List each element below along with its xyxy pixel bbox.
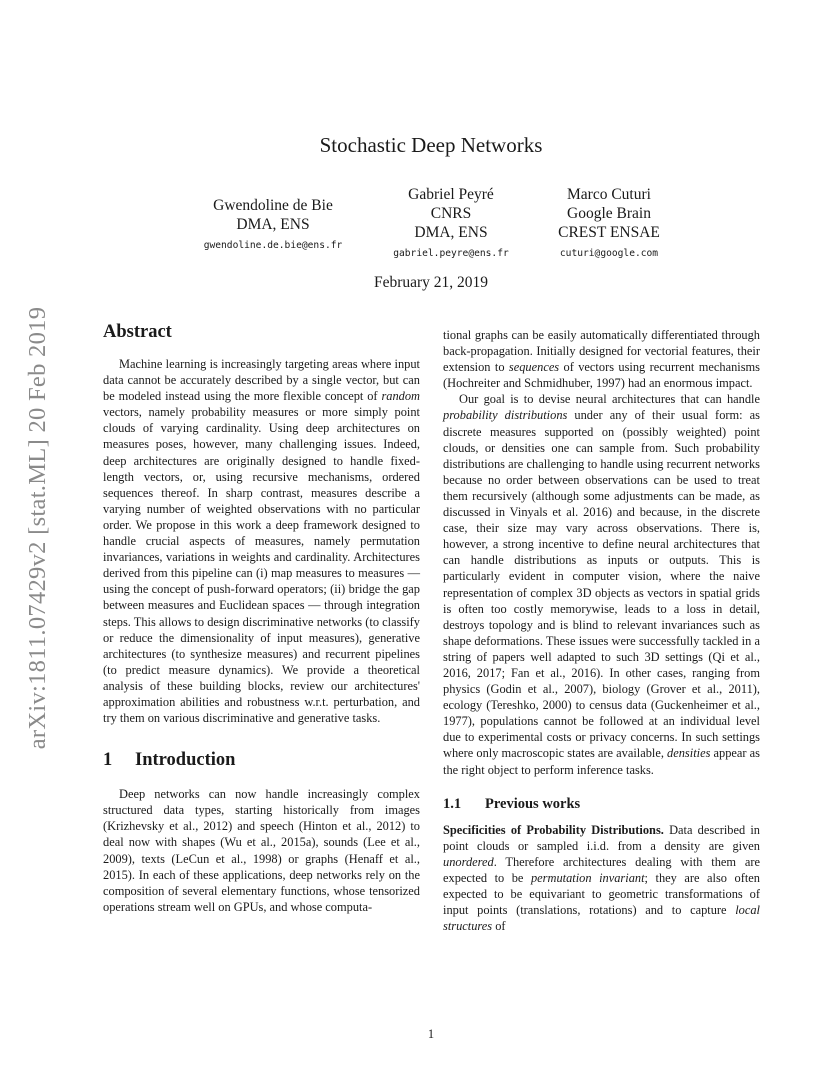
page-number: 1 bbox=[427, 1027, 435, 1041]
author-affiliation: CNRS bbox=[430, 205, 472, 222]
right-column bbox=[443, 327, 760, 934]
intro-paragraph-continued: tional graphs can be easily automatically differentiated through back-propagation. Initially designed for vectorial features, their extension to sequences of vectors using recurrent mechanisms (Hochreiter and Schmidhuber, 1997) had an enormous impact. bbox=[443, 328, 760, 391]
subsection-heading-previous-works: 1.1 Previous works bbox=[443, 795, 581, 812]
author-name: Marco Cuturi bbox=[567, 186, 651, 203]
left-column bbox=[103, 320, 420, 915]
author-affiliation: DMA, ENS bbox=[236, 216, 310, 233]
previous-works-paragraph: Specificities of Probability Distributions. Data described in point clouds or sampled i.i.d. from a density are given unordered. Therefore architectures dealing with them are expected to be permutation invariant; they are also often expected to be equivariant to geometric transformations of input points (translations, rotations) and to capture local structures of bbox=[443, 822, 760, 934]
paper-title: Stochastic Deep Networks bbox=[319, 133, 543, 157]
author-affiliation: Google Brain bbox=[567, 205, 651, 222]
abstract-heading: Abstract bbox=[103, 322, 172, 342]
author-email: cuturi@google.com bbox=[559, 248, 659, 259]
abstract-text: Machine learning is increasingly targeting areas where input data cannot be accurately described by a single vector, but can be modeled instead using the more flexible concept of random vectors, namely probability measures or more simply point clouds of varying cardinality. Using deep architectures on measures poses, however, many challenging issues. Indeed, deep architectures are originally designed to handle fixed-length vectors, or, using recursive mechanisms, ordered sequences thereof. In sharp contrast, measures describe a varying number of weighted observations with no particular order. We propose in this work a deep framework designed to handle crucial aspects of measures, namely permutation invariances, variations in weights and cardinality. Architectures derived from this pipeline can (i) map measures to measures — using the concept of push-forward operators; (ii) bridge the gap between measures and Euclidean spaces — through integration steps. This allows to design discriminative networks (to classify or reduce the dimensionality of input measures), generative architectures (to synthesize measures) and recurrent pipelines (to predict measure dynamics). We provide a theoretical analysis of these building blocks, review our architectures' approximation abilities and robustness w.r.t. perturbation, and try them on various discriminative and generative tasks. bbox=[103, 357, 420, 726]
author-email: gwendoline.de.bie@ens.fr bbox=[203, 240, 343, 251]
author-name: Gabriel Peyré bbox=[408, 186, 494, 203]
section-heading-introduction: 1 Introduction bbox=[103, 750, 236, 771]
author-name: Gwendoline de Bie bbox=[213, 197, 333, 214]
author-block bbox=[540, 185, 678, 261]
intro-paragraph: Our goal is to devise neural architectures that can handle probability distributions under any of their usual form: as discrete measures supported on (possibly weighted) point clouds, or densities one can sample from. Such probability distributions are challenging to handle using recurrent networks because no order between observations can be used to treat them recursively (although some adjustments can be made, as discussed in Vinyals et al. 2016) and because, in the discrete case, their size may vary across observations. There is, however, a strong incentive to define neural architectures that can handle distributions as inputs or outputs. This is particularly evident in computer vision, where the naive representation of complex 3D objects as vectors in spatial grids is often too costly memorywise, leads to a loss in detail, destroys topology and is blind to relevant invariances such as shape deformations. These issues were successfully tackled in a string of papers well adapted to such 3D settings (Qi et al., 2016, 2017; Fan et al., 2016). In other cases, ranging from physics (Godin et al., 2007), biology (Grover et al., 2011), ecology (Tereshko, 2000) to census data (Guckenheimer et al., 1977), populations cannot be followed at an individual level due to experimental costs or privacy concerns. In such settings where only macroscopic states are available, densities appear as the right object to perform inference tasks. bbox=[443, 392, 760, 777]
intro-paragraph: Deep networks can now handle increasingly complex structured data types, starting historically from images (Krizhevsky et al., 2012) and speech (Hinton et al., 2012) to deal now with shapes (Wu et al., 2015a), sounds (Lee et al., 2009), texts (LeCun et al., 1998) or graphs (Henaff et al., 2015). In each of these applications, deep networks rely on the composition of several elementary functions, whose tensorized operations stream well on GPUs, and whose computa- bbox=[103, 787, 420, 914]
paper-date: February 21, 2019 bbox=[373, 274, 489, 291]
author-block bbox=[376, 185, 526, 261]
author-block bbox=[192, 196, 354, 253]
author-email: gabriel.peyre@ens.fr bbox=[393, 248, 509, 259]
arxiv-identifier: arXiv:1811.07429v2 [stat.ML] 20 Feb 2019 bbox=[24, 306, 51, 750]
author-affiliation-2: CREST ENSAE bbox=[558, 224, 660, 241]
author-affiliation-2: DMA, ENS bbox=[414, 224, 488, 241]
